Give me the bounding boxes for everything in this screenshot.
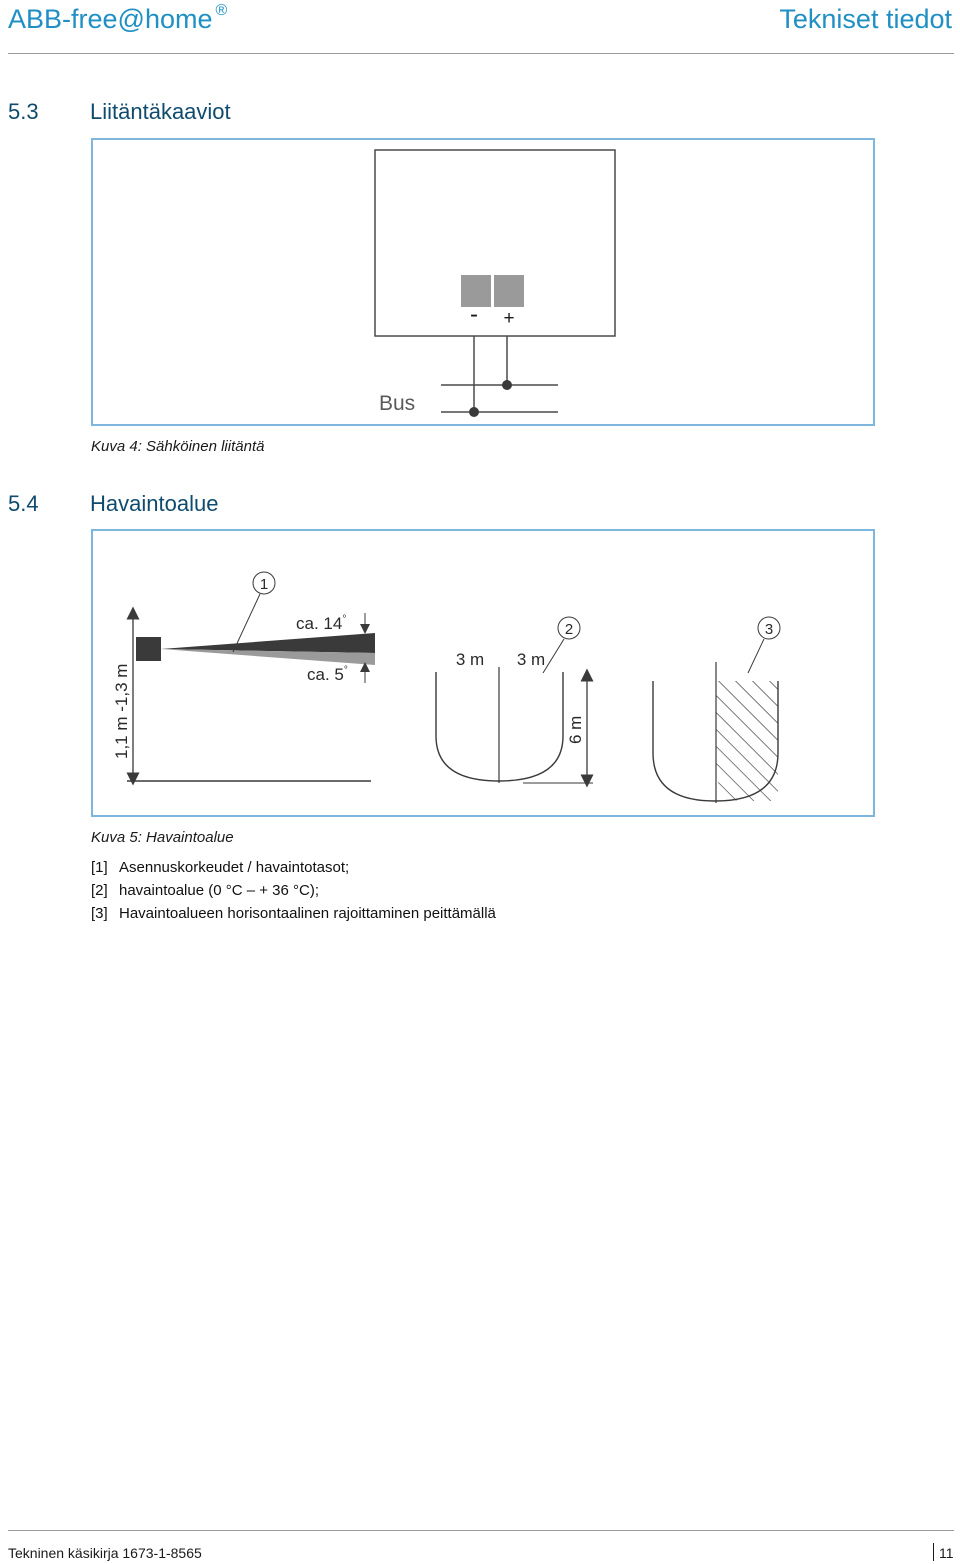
- figure-4-caption: Kuva 4: Sähköinen liitäntä: [91, 438, 265, 455]
- detection-area-diagram: [93, 531, 873, 815]
- depth-label: 6 m: [566, 715, 585, 744]
- figure-5-caption: Kuva 5: Havaintoalue: [91, 829, 234, 846]
- legend-text: Havaintoalueen horisontaalinen rajoittaminen peittämällä: [119, 905, 496, 922]
- legend-text: Asennuskorkeudet / havaintotasot;: [119, 859, 350, 876]
- legend-row: [91, 879, 496, 902]
- terminal-plus: [494, 275, 524, 307]
- registered-mark: ®: [215, 2, 228, 19]
- angle-bottom-label: ca. 5°: [307, 665, 348, 684]
- legend-row: [91, 902, 496, 925]
- brand-name: ABB-free@home: [8, 4, 213, 34]
- callout-2-leader: [543, 639, 564, 673]
- wiring-diagram: [93, 140, 873, 424]
- header-divider: [8, 53, 954, 54]
- minus-junction: [469, 407, 479, 417]
- plus-junction: [502, 380, 512, 390]
- bus-label: Bus: [379, 392, 416, 415]
- footer-divider: [8, 1530, 954, 1531]
- figure-5-legend: [91, 856, 496, 925]
- section-number: 5.3: [8, 99, 39, 124]
- angle-top-label: ca. 14°: [296, 614, 347, 633]
- header-section-title: Tekniset tiedot: [779, 4, 952, 34]
- section-5-4-heading: [8, 491, 218, 517]
- legend-tag: [3]: [91, 905, 108, 922]
- footer-manual-reference: Tekninen käsikirja 1673-1-8565: [8, 1545, 202, 1561]
- section-number: 5.4: [8, 491, 39, 516]
- callout-3-leader: [748, 639, 764, 673]
- section-title: Havaintoalue: [90, 491, 219, 516]
- section-title: Liitäntäkaaviot: [90, 99, 231, 124]
- detector-sensor: [136, 637, 161, 661]
- legend-tag: [1]: [91, 859, 108, 876]
- page-number: 11: [939, 1545, 954, 1561]
- brand-title: [8, 4, 227, 35]
- height-label: 1,1 m -1,3 m: [112, 663, 131, 759]
- device-housing: [375, 150, 615, 336]
- section-5-3-heading: [8, 99, 231, 125]
- callout-1-number: 1: [259, 576, 269, 593]
- plus-label: +: [503, 308, 515, 329]
- minus-label: -: [470, 301, 478, 328]
- wiring-diagram-figure: [91, 138, 875, 426]
- width-left-label: 3 m: [455, 650, 485, 669]
- legend-text: havaintoalue (0 °C – + 36 °C);: [119, 882, 320, 899]
- legend-row: [91, 856, 496, 879]
- callout-3-number: 3: [764, 621, 774, 638]
- footer-separator: [933, 1543, 934, 1561]
- legend-tag: [2]: [91, 882, 108, 899]
- detection-area-figure: [91, 529, 875, 817]
- width-right-label: 3 m: [516, 650, 546, 669]
- callout-2-number: 2: [564, 621, 574, 638]
